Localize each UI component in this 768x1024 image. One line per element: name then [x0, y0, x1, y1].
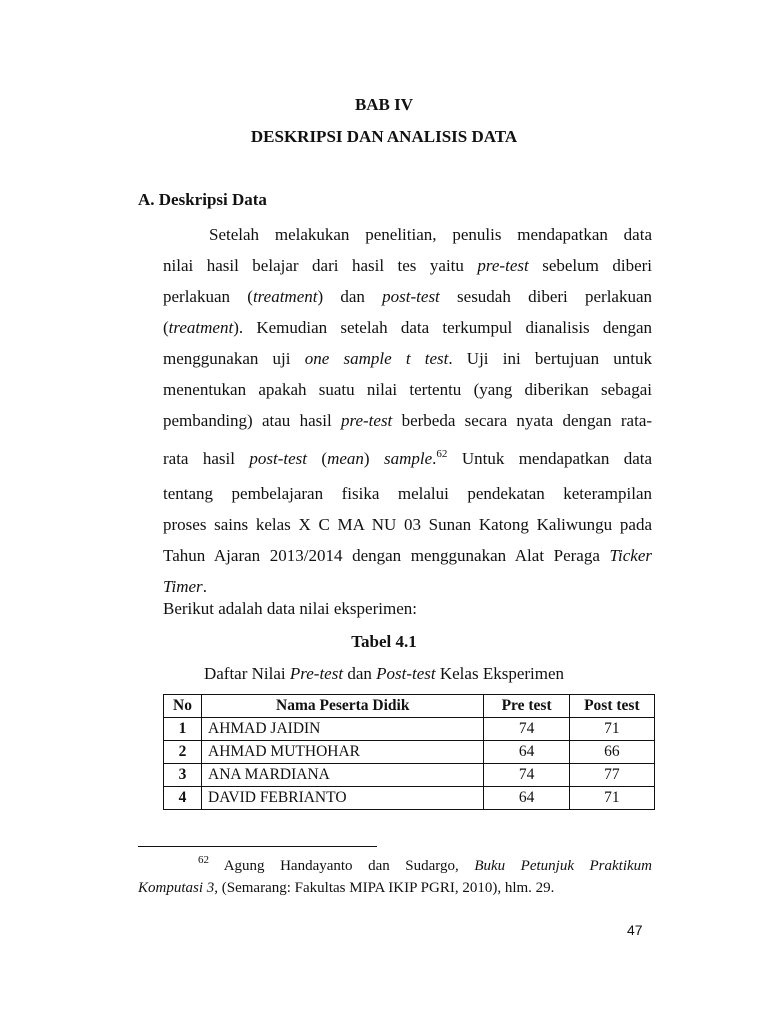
para-text: menggunakan uji — [163, 349, 291, 368]
para-text: nilai hasil belajar dari hasil tes yaitu — [163, 256, 464, 275]
cell-pretest: 74 — [484, 718, 569, 741]
para-line — [163, 571, 652, 602]
para-italic: Timer — [163, 577, 203, 596]
caption-text: Kelas Eksperimen — [439, 664, 565, 683]
footnote-mark: 62 — [198, 854, 209, 866]
para-text: perlakuan ( — [163, 287, 253, 306]
cell-posttest: 66 — [569, 741, 654, 764]
para-text: menentukan apakah suatu nilai tertentu (yang diberikan sebagai — [163, 380, 652, 399]
para-line — [163, 312, 652, 343]
footnote-italic: Buku Petunjuk Praktikum — [474, 858, 653, 874]
table-caption — [0, 664, 768, 684]
chapter-title: DESKRIPSI DAN ANALISIS DATA — [250, 127, 518, 146]
cell-pretest: 64 — [484, 787, 569, 810]
footnote-line — [138, 855, 652, 877]
cell-posttest: 77 — [569, 764, 654, 787]
para-text: . — [432, 449, 437, 468]
caption-italic: Post-test — [376, 664, 436, 683]
intro-line: Berikut adalah data nilai eksperimen: — [163, 599, 417, 618]
section-heading: A. Deskripsi Data — [138, 190, 267, 209]
para-text: berbeda secara nyata dengan rata- — [401, 411, 653, 430]
body-paragraph — [163, 219, 652, 602]
cell-pretest: 74 — [484, 764, 569, 787]
cell-no: 4 — [164, 787, 202, 810]
para-line — [163, 405, 652, 436]
table-label: Tabel 4.1 — [351, 632, 417, 651]
table-row — [164, 787, 655, 810]
cell-no: 2 — [164, 741, 202, 764]
para-line — [163, 250, 652, 281]
para-italic: pre-test — [477, 256, 529, 275]
para-line — [163, 478, 652, 509]
para-line — [163, 436, 652, 478]
para-italic: Ticker — [609, 546, 653, 565]
para-line — [163, 343, 652, 374]
caption-text: dan — [347, 664, 372, 683]
footnote-italic: Komputasi 3 — [138, 880, 215, 896]
scores-table — [163, 694, 655, 810]
cell-posttest: 71 — [569, 718, 654, 741]
cell-name: AHMAD MUTHOHAR — [202, 741, 484, 764]
table-row — [164, 764, 655, 787]
para-text: sesudah diberi perlakuan — [457, 287, 653, 306]
para-italic: mean — [327, 449, 364, 468]
col-header-name: Nama Peserta Didik — [202, 695, 484, 718]
para-text: Tahun Ajaran 2013/2014 dengan menggunakan Alat Peraga — [163, 546, 600, 565]
footnote-divider — [138, 846, 377, 847]
caption-text: Daftar Nilai — [203, 664, 286, 683]
para-text: tentang pembelajaran fisika melalui pendekatan keterampilan — [163, 484, 652, 503]
para-text: ) — [363, 449, 370, 468]
para-italic: sample — [383, 449, 433, 468]
para-text: proses sains kelas X C MA NU 03 Sunan Katong Kaliwungu pada — [163, 515, 652, 534]
para-line — [163, 281, 652, 312]
para-italic: treatment — [252, 287, 318, 306]
para-italic: treatment — [168, 318, 234, 337]
para-text: pembanding) atau hasil — [163, 411, 332, 430]
para-italic: post-test — [382, 287, 440, 306]
para-text: ( — [163, 318, 169, 337]
caption-italic: Pre-test — [289, 664, 344, 683]
para-italic: pre-test — [340, 411, 393, 430]
footnote-reference: 62 — [436, 448, 448, 460]
cell-posttest: 71 — [569, 787, 654, 810]
col-header-posttest: Post test — [569, 695, 654, 718]
para-italic: post-test — [249, 449, 307, 468]
footnote-text: Agung Handayanto dan Sudargo, — [223, 858, 459, 874]
col-header-pretest: Pre test — [484, 695, 569, 718]
para-line — [163, 219, 652, 250]
para-text: ). Kemudian setelah data terkumpul dianalisis dengan — [233, 318, 652, 337]
footnote-text: , (Semarang: Fakultas MIPA IKIP PGRI, 2010), hlm. 29. — [214, 880, 555, 896]
para-italic: one sample t test — [304, 349, 449, 368]
para-text: ( — [321, 449, 328, 468]
table-header-row — [164, 695, 655, 718]
para-line — [163, 540, 652, 571]
table-row — [164, 718, 655, 741]
para-text: ) dan — [317, 287, 365, 306]
para-text: Setelah melakukan penelitian, penulis mendapatkan data — [209, 225, 652, 244]
cell-no: 1 — [164, 718, 202, 741]
para-text: . — [202, 577, 207, 596]
footnote-line — [138, 877, 652, 899]
para-text: . Uji ini bertujuan untuk — [448, 349, 652, 368]
chapter-heading: BAB IV — [354, 95, 414, 114]
cell-name: ANA MARDIANA — [202, 764, 484, 787]
cell-no: 3 — [164, 764, 202, 787]
table-row — [164, 741, 655, 764]
cell-name: DAVID FEBRIANTO — [202, 787, 484, 810]
cell-name: AHMAD JAIDIN — [202, 718, 484, 741]
para-line — [163, 374, 652, 405]
para-line — [163, 509, 652, 540]
footnote — [138, 855, 652, 899]
page-number: 47 — [627, 922, 643, 938]
para-text: Untuk mendapatkan data — [461, 449, 653, 468]
col-header-no: No — [164, 695, 202, 718]
cell-pretest: 64 — [484, 741, 569, 764]
para-text: rata hasil — [163, 449, 235, 468]
para-text: sebelum diberi — [542, 256, 653, 275]
